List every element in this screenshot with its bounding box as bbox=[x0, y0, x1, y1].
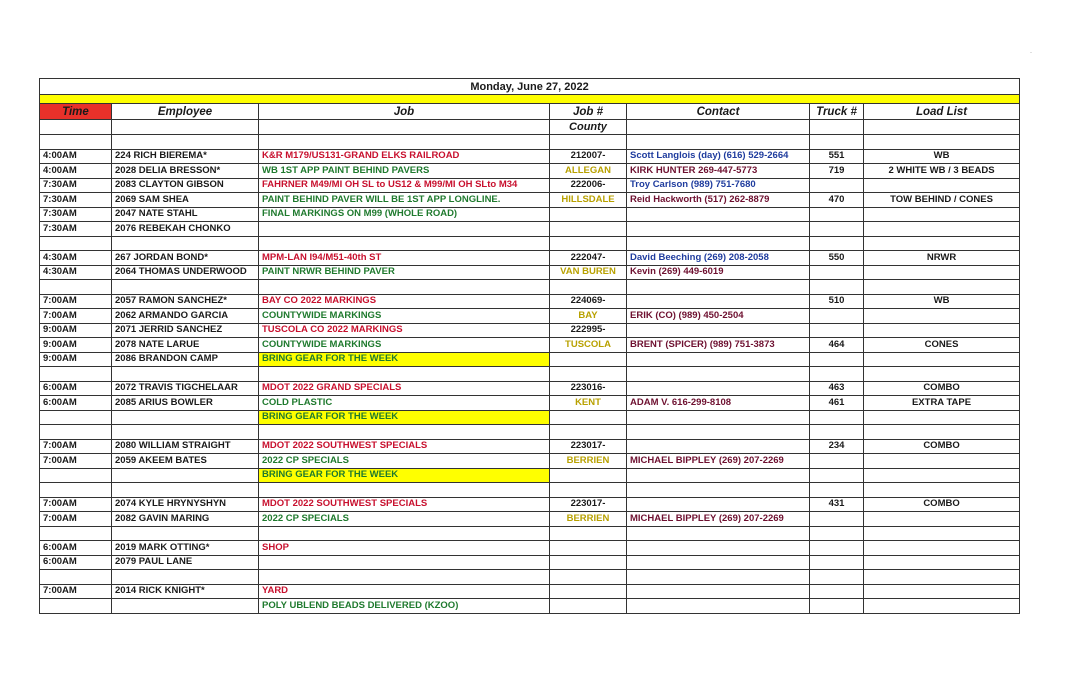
load-list-cell: WB bbox=[864, 149, 1020, 164]
header-time: Time bbox=[40, 104, 112, 120]
load-list-cell bbox=[864, 599, 1020, 614]
truck-cell bbox=[810, 555, 864, 570]
load-list-cell bbox=[864, 222, 1020, 237]
employee-cell: 2062 ARMANDO GARCIA bbox=[112, 309, 259, 324]
contact-cell: MICHAEL BIPPLEY (269) 207-2269 bbox=[627, 454, 810, 469]
time-cell bbox=[40, 483, 112, 498]
truck-cell bbox=[810, 178, 864, 193]
employee-cell: 2082 GAVIN MARING bbox=[112, 512, 259, 527]
job-no-cell: BERRIEN bbox=[550, 512, 627, 527]
contact-cell bbox=[627, 280, 810, 295]
time-cell: 4:30AM bbox=[40, 265, 112, 280]
page-title: Monday, June 27, 2022 bbox=[40, 79, 1020, 95]
load-list-cell bbox=[864, 410, 1020, 425]
load-list-cell: EXTRA TAPE bbox=[864, 396, 1020, 411]
header-county: County bbox=[550, 120, 627, 135]
truck-cell: 461 bbox=[810, 396, 864, 411]
time-cell: 4:00AM bbox=[40, 164, 112, 179]
job-cell: 2022 CP SPECIALS bbox=[259, 512, 550, 527]
job-no-cell: KENT bbox=[550, 396, 627, 411]
load-list-cell bbox=[864, 236, 1020, 251]
load-list-cell bbox=[864, 280, 1020, 295]
job-no-cell bbox=[550, 555, 627, 570]
time-cell bbox=[40, 135, 112, 150]
truck-cell bbox=[810, 280, 864, 295]
contact-cell bbox=[627, 135, 810, 150]
load-list-cell bbox=[864, 207, 1020, 222]
job-cell: COUNTYWIDE MARKINGS bbox=[259, 309, 550, 324]
load-list-cell: CONES bbox=[864, 338, 1020, 353]
header-employee: Employee bbox=[112, 104, 259, 120]
truck-cell bbox=[810, 468, 864, 483]
job-cell: PAINT NRWR BEHIND PAVER bbox=[259, 265, 550, 280]
truck-cell bbox=[810, 207, 864, 222]
load-list-cell: WB bbox=[864, 294, 1020, 309]
table-row bbox=[40, 222, 1020, 237]
time-cell bbox=[40, 236, 112, 251]
table-row bbox=[40, 541, 1020, 556]
contact-cell bbox=[627, 222, 810, 237]
contact-cell bbox=[627, 323, 810, 338]
employee-cell bbox=[112, 367, 259, 382]
truck-cell: 463 bbox=[810, 381, 864, 396]
table-row bbox=[40, 178, 1020, 193]
table-row bbox=[40, 251, 1020, 266]
time-cell: 7:00AM bbox=[40, 439, 112, 454]
truck-cell bbox=[810, 222, 864, 237]
job-no-cell bbox=[550, 135, 627, 150]
time-cell: 6:00AM bbox=[40, 541, 112, 556]
table-row bbox=[40, 381, 1020, 396]
time-cell: 7:30AM bbox=[40, 193, 112, 208]
truck-cell bbox=[810, 425, 864, 440]
time-cell bbox=[40, 570, 112, 585]
job-no-cell: 222006- bbox=[550, 178, 627, 193]
table-row bbox=[40, 294, 1020, 309]
job-cell bbox=[259, 222, 550, 237]
table-row bbox=[40, 584, 1020, 599]
header-job-no: Job # bbox=[550, 104, 627, 120]
contact-cell bbox=[627, 497, 810, 512]
contact-cell: ERIK (CO) (989) 450-2504 bbox=[627, 309, 810, 324]
job-cell bbox=[259, 425, 550, 440]
job-cell: K&R M179/US131-GRAND ELKS RAILROAD bbox=[259, 149, 550, 164]
contact-cell bbox=[627, 599, 810, 614]
table-row bbox=[40, 149, 1020, 164]
table-row bbox=[40, 352, 1020, 367]
table-row bbox=[40, 526, 1020, 541]
load-list-cell: 2 WHITE WB / 3 BEADS bbox=[864, 164, 1020, 179]
job-no-cell bbox=[550, 599, 627, 614]
job-no-cell: 223017- bbox=[550, 497, 627, 512]
job-cell: COLD PLASTIC bbox=[259, 396, 550, 411]
job-no-cell: 212007- bbox=[550, 149, 627, 164]
truck-cell: 464 bbox=[810, 338, 864, 353]
job-cell bbox=[259, 367, 550, 382]
load-list-cell bbox=[864, 512, 1020, 527]
job-cell bbox=[259, 236, 550, 251]
table-row bbox=[40, 135, 1020, 150]
employee-cell bbox=[112, 483, 259, 498]
job-cell: MDOT 2022 GRAND SPECIALS bbox=[259, 381, 550, 396]
contact-cell: Reid Hackworth (517) 262-8879 bbox=[627, 193, 810, 208]
job-cell: FINAL MARKINGS ON M99 (WHOLE ROAD) bbox=[259, 207, 550, 222]
load-list-cell: COMBO bbox=[864, 497, 1020, 512]
header-row bbox=[40, 104, 1020, 120]
truck-cell bbox=[810, 454, 864, 469]
employee-cell bbox=[112, 526, 259, 541]
load-list-cell bbox=[864, 367, 1020, 382]
table-row bbox=[40, 265, 1020, 280]
job-cell: COUNTYWIDE MARKINGS bbox=[259, 338, 550, 353]
truck-cell: 719 bbox=[810, 164, 864, 179]
contact-cell: Scott Langlois (day) (616) 529-2664 bbox=[627, 149, 810, 164]
table-row bbox=[40, 280, 1020, 295]
job-no-cell: BAY bbox=[550, 309, 627, 324]
employee-cell: 2064 THOMAS UNDERWOOD bbox=[112, 265, 259, 280]
load-list-cell bbox=[864, 265, 1020, 280]
truck-cell bbox=[810, 352, 864, 367]
employee-cell: 2080 WILLIAM STRAIGHT bbox=[112, 439, 259, 454]
job-cell: WB 1ST APP PAINT BEHIND PAVERS bbox=[259, 164, 550, 179]
employee-cell: 2047 NATE STAHL bbox=[112, 207, 259, 222]
load-list-cell bbox=[864, 309, 1020, 324]
job-cell: MPM-LAN I94/M51-40th ST bbox=[259, 251, 550, 266]
table-row bbox=[40, 570, 1020, 585]
table-row bbox=[40, 599, 1020, 614]
job-no-cell bbox=[550, 541, 627, 556]
table-row bbox=[40, 555, 1020, 570]
truck-cell bbox=[810, 526, 864, 541]
truck-cell: 470 bbox=[810, 193, 864, 208]
employee-cell bbox=[112, 236, 259, 251]
employee-cell bbox=[112, 570, 259, 585]
job-cell: BRING GEAR FOR THE WEEK bbox=[259, 468, 550, 483]
time-cell: 7:00AM bbox=[40, 294, 112, 309]
contact-cell: David Beeching (269) 208-2058 bbox=[627, 251, 810, 266]
scan-mark: · bbox=[1030, 50, 1032, 56]
job-cell: BRING GEAR FOR THE WEEK bbox=[259, 352, 550, 367]
employee-cell: 2076 REBEKAH CHONKO bbox=[112, 222, 259, 237]
table-row bbox=[40, 338, 1020, 353]
load-list-cell bbox=[864, 483, 1020, 498]
load-list-cell: TOW BEHIND / CONES bbox=[864, 193, 1020, 208]
truck-cell bbox=[810, 599, 864, 614]
load-list-cell bbox=[864, 352, 1020, 367]
job-cell bbox=[259, 526, 550, 541]
job-no-cell bbox=[550, 483, 627, 498]
job-cell: TUSCOLA CO 2022 MARKINGS bbox=[259, 323, 550, 338]
employee-cell: 2079 PAUL LANE bbox=[112, 555, 259, 570]
table-row bbox=[40, 454, 1020, 469]
time-cell: 6:00AM bbox=[40, 555, 112, 570]
time-cell: 7:00AM bbox=[40, 584, 112, 599]
truck-cell bbox=[810, 265, 864, 280]
job-cell bbox=[259, 135, 550, 150]
truck-cell: 550 bbox=[810, 251, 864, 266]
load-list-cell bbox=[864, 555, 1020, 570]
employee-cell: 2086 BRANDON CAMP bbox=[112, 352, 259, 367]
employee-cell: 2072 TRAVIS TIGCHELAAR bbox=[112, 381, 259, 396]
time-cell: 7:00AM bbox=[40, 512, 112, 527]
time-cell bbox=[40, 367, 112, 382]
job-cell: 2022 CP SPECIALS bbox=[259, 454, 550, 469]
time-cell: 7:00AM bbox=[40, 309, 112, 324]
contact-cell bbox=[627, 236, 810, 251]
contact-cell bbox=[627, 352, 810, 367]
time-cell bbox=[40, 468, 112, 483]
truck-cell bbox=[810, 367, 864, 382]
time-cell bbox=[40, 425, 112, 440]
time-cell: 6:00AM bbox=[40, 381, 112, 396]
contact-cell bbox=[627, 570, 810, 585]
employee-cell: 267 JORDAN BOND* bbox=[112, 251, 259, 266]
header-truck: Truck # bbox=[810, 104, 864, 120]
table-row bbox=[40, 410, 1020, 425]
truck-cell bbox=[810, 135, 864, 150]
load-list-cell bbox=[864, 323, 1020, 338]
truck-cell bbox=[810, 410, 864, 425]
job-no-cell bbox=[550, 425, 627, 440]
job-no-cell: BERRIEN bbox=[550, 454, 627, 469]
truck-cell bbox=[810, 323, 864, 338]
load-list-cell bbox=[864, 454, 1020, 469]
time-cell: 7:30AM bbox=[40, 222, 112, 237]
load-list-cell bbox=[864, 526, 1020, 541]
time-cell bbox=[40, 280, 112, 295]
table-row bbox=[40, 323, 1020, 338]
truck-cell bbox=[810, 309, 864, 324]
contact-cell bbox=[627, 526, 810, 541]
employee-cell: 224 RICH BIEREMA* bbox=[112, 149, 259, 164]
employee-cell bbox=[112, 280, 259, 295]
job-no-cell bbox=[550, 207, 627, 222]
job-no-cell bbox=[550, 222, 627, 237]
job-no-cell: HILLSDALE bbox=[550, 193, 627, 208]
time-cell: 6:00AM bbox=[40, 396, 112, 411]
job-cell: FAHRNER M49/MI OH SL to US12 & M99/MI OH SLto M34 bbox=[259, 178, 550, 193]
contact-cell bbox=[627, 381, 810, 396]
table-row bbox=[40, 193, 1020, 208]
truck-cell bbox=[810, 236, 864, 251]
job-no-cell bbox=[550, 526, 627, 541]
truck-cell: 551 bbox=[810, 149, 864, 164]
contact-cell: Troy Carlson (989) 751-7680 bbox=[627, 178, 810, 193]
time-cell: 7:30AM bbox=[40, 207, 112, 222]
table-row bbox=[40, 396, 1020, 411]
subheader-row bbox=[40, 120, 1020, 135]
load-list-cell bbox=[864, 570, 1020, 585]
employee-cell: 2019 MARK OTTING* bbox=[112, 541, 259, 556]
job-no-cell bbox=[550, 410, 627, 425]
contact-cell: ADAM V. 616-299-8108 bbox=[627, 396, 810, 411]
time-cell: 7:00AM bbox=[40, 454, 112, 469]
contact-cell: KIRK HUNTER 269-447-5773 bbox=[627, 164, 810, 179]
contact-cell bbox=[627, 468, 810, 483]
job-cell bbox=[259, 570, 550, 585]
job-cell bbox=[259, 280, 550, 295]
job-cell: MDOT 2022 SOUTHWEST SPECIALS bbox=[259, 439, 550, 454]
employee-cell bbox=[112, 135, 259, 150]
employee-cell: 2085 ARIUS BOWLER bbox=[112, 396, 259, 411]
yellow-bar-row bbox=[40, 95, 1020, 104]
contact-cell bbox=[627, 555, 810, 570]
time-cell: 9:00AM bbox=[40, 323, 112, 338]
load-list-cell: COMBO bbox=[864, 381, 1020, 396]
job-cell bbox=[259, 483, 550, 498]
contact-cell bbox=[627, 439, 810, 454]
contact-cell bbox=[627, 207, 810, 222]
contact-cell: BRENT (SPICER) (989) 751-3873 bbox=[627, 338, 810, 353]
time-cell bbox=[40, 526, 112, 541]
header-contact: Contact bbox=[627, 104, 810, 120]
employee-cell: 2014 RICK KNIGHT* bbox=[112, 584, 259, 599]
schedule-table bbox=[39, 78, 1020, 614]
load-list-cell: NRWR bbox=[864, 251, 1020, 266]
table-row bbox=[40, 439, 1020, 454]
employee-cell bbox=[112, 468, 259, 483]
time-cell bbox=[40, 599, 112, 614]
job-cell: PAINT BEHIND PAVER WILL BE 1ST APP LONGLINE. bbox=[259, 193, 550, 208]
employee-cell: 2059 AKEEM BATES bbox=[112, 454, 259, 469]
table-row bbox=[40, 512, 1020, 527]
job-cell: YARD bbox=[259, 584, 550, 599]
load-list-cell bbox=[864, 135, 1020, 150]
table-row bbox=[40, 309, 1020, 324]
job-cell: BRING GEAR FOR THE WEEK bbox=[259, 410, 550, 425]
employee-cell: 2028 DELIA BRESSON* bbox=[112, 164, 259, 179]
load-list-cell: COMBO bbox=[864, 439, 1020, 454]
time-cell: 7:30AM bbox=[40, 178, 112, 193]
contact-cell bbox=[627, 410, 810, 425]
title-row bbox=[40, 79, 1020, 95]
table-row bbox=[40, 497, 1020, 512]
employee-cell: 2057 RAMON SANCHEZ* bbox=[112, 294, 259, 309]
contact-cell bbox=[627, 541, 810, 556]
time-cell: 7:00AM bbox=[40, 497, 112, 512]
table-row bbox=[40, 483, 1020, 498]
table-row bbox=[40, 236, 1020, 251]
load-list-cell bbox=[864, 425, 1020, 440]
truck-cell bbox=[810, 541, 864, 556]
job-no-cell bbox=[550, 236, 627, 251]
load-list-cell bbox=[864, 468, 1020, 483]
job-no-cell: 222995- bbox=[550, 323, 627, 338]
yellow-bar bbox=[40, 95, 1020, 104]
job-no-cell bbox=[550, 570, 627, 585]
employee-cell: 2069 SAM SHEA bbox=[112, 193, 259, 208]
contact-cell: MICHAEL BIPPLEY (269) 207-2269 bbox=[627, 512, 810, 527]
job-no-cell: 223017- bbox=[550, 439, 627, 454]
header-load-list: Load List bbox=[864, 104, 1020, 120]
contact-cell bbox=[627, 584, 810, 599]
table-row bbox=[40, 164, 1020, 179]
job-no-cell bbox=[550, 352, 627, 367]
time-cell: 9:00AM bbox=[40, 338, 112, 353]
header-job: Job bbox=[259, 104, 550, 120]
employee-cell: 2071 JERRID SANCHEZ bbox=[112, 323, 259, 338]
job-cell: BAY CO 2022 MARKINGS bbox=[259, 294, 550, 309]
truck-cell: 510 bbox=[810, 294, 864, 309]
load-list-cell bbox=[864, 178, 1020, 193]
employee-cell bbox=[112, 425, 259, 440]
time-cell: 4:00AM bbox=[40, 149, 112, 164]
job-no-cell: TUSCOLA bbox=[550, 338, 627, 353]
employee-cell bbox=[112, 410, 259, 425]
employee-cell: 2074 KYLE HRYNYSHYN bbox=[112, 497, 259, 512]
truck-cell: 431 bbox=[810, 497, 864, 512]
job-cell: MDOT 2022 SOUTHWEST SPECIALS bbox=[259, 497, 550, 512]
load-list-cell bbox=[864, 584, 1020, 599]
job-no-cell: ALLEGAN bbox=[550, 164, 627, 179]
truck-cell bbox=[810, 570, 864, 585]
table-row bbox=[40, 207, 1020, 222]
job-no-cell bbox=[550, 468, 627, 483]
time-cell bbox=[40, 410, 112, 425]
table-row bbox=[40, 425, 1020, 440]
table-row bbox=[40, 468, 1020, 483]
job-no-cell bbox=[550, 584, 627, 599]
truck-cell bbox=[810, 512, 864, 527]
employee-cell bbox=[112, 599, 259, 614]
contact-cell bbox=[627, 294, 810, 309]
truck-cell bbox=[810, 584, 864, 599]
employee-cell: 2083 CLAYTON GIBSON bbox=[112, 178, 259, 193]
time-cell: 4:30AM bbox=[40, 251, 112, 266]
contact-cell bbox=[627, 425, 810, 440]
job-no-cell bbox=[550, 280, 627, 295]
job-no-cell: 224069- bbox=[550, 294, 627, 309]
employee-cell: 2078 NATE LARUE bbox=[112, 338, 259, 353]
contact-cell bbox=[627, 367, 810, 382]
truck-cell bbox=[810, 483, 864, 498]
job-no-cell: 223016- bbox=[550, 381, 627, 396]
contact-cell bbox=[627, 483, 810, 498]
truck-cell: 234 bbox=[810, 439, 864, 454]
job-cell: SHOP bbox=[259, 541, 550, 556]
load-list-cell bbox=[864, 541, 1020, 556]
time-cell: 9:00AM bbox=[40, 352, 112, 367]
job-no-cell: VAN BUREN bbox=[550, 265, 627, 280]
job-no-cell: 222047- bbox=[550, 251, 627, 266]
job-cell: POLY UBLEND BEADS DELIVERED (KZOO) bbox=[259, 599, 550, 614]
contact-cell: Kevin (269) 449-6019 bbox=[627, 265, 810, 280]
table-row bbox=[40, 367, 1020, 382]
job-no-cell bbox=[550, 367, 627, 382]
job-cell bbox=[259, 555, 550, 570]
